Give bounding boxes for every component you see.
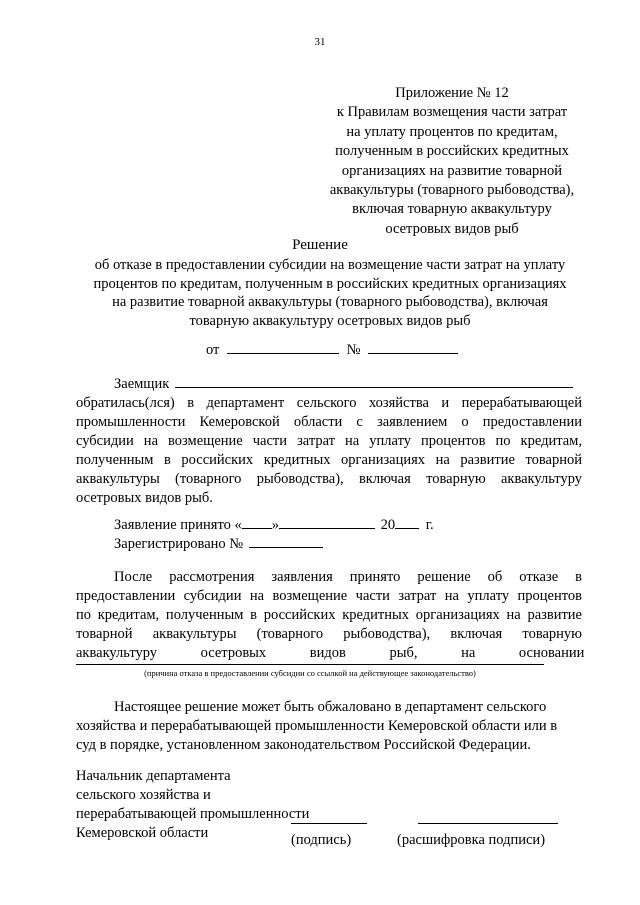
appendix-header [300,84,604,239]
position-line: перерабатывающей промышленности [76,806,310,822]
para2-line: После рассмотрения заявления принято решение об отказе в [114,569,582,585]
signature-label: (подпись) [291,832,352,848]
appendix-line: к Правилам возмещения части затрат [336,104,568,121]
subtitle-line: товарную аквакультуру осетровых видов рыб [189,312,471,329]
date-label: от [206,342,220,358]
borrower-label: Заемщик [114,376,170,392]
accepted-day-field[interactable] [242,516,272,529]
accepted-mid: » [271,517,279,533]
accepted-month-field[interactable] [279,516,375,529]
reason-field-line[interactable] [76,664,544,665]
decision-subtitle [70,256,590,330]
page-number: 31 [314,36,326,48]
signature-decode-field[interactable] [418,823,558,824]
appeal-line: хозяйства и перерабатывающей промышленности Кемеровской области или в [76,718,558,734]
reason-footnote: (причина отказа в предоставлении субсидии со ссылкой на действующее законодательство) [144,668,476,678]
appendix-line: аквакультуры (товарного рыбоводства), [329,182,575,199]
para2-line: по кредитам, полученным в российских кредитных организациях на развитие [76,607,582,623]
accepted-year-field[interactable] [395,516,419,529]
appendix-line: включая товарную аквакультуру [352,201,552,218]
accepted-prefix: Заявление принято « [114,517,242,533]
borrower-field[interactable] [175,375,573,388]
position-line: сельского хозяйства и [76,787,211,803]
position-line: Начальник департамента [76,768,231,784]
appeal-line: Настоящее решение может быть обжаловано в департамент сельского [114,699,547,715]
signature-field[interactable] [291,823,367,824]
subtitle-line: об отказе в предоставлении субсидии на возмещение части затрат на уплату [94,257,566,273]
para1-line: аквакультуры (товарного рыбоводства), включая товарную аквакультуру [76,471,582,487]
para1-line: полученным в российских кредитных организациях на развитие товарной [76,452,582,468]
borrower-line [114,375,573,394]
signature-decode-label: (расшифровка подписи) [397,832,546,848]
appeal-line: суд в порядке, установленном законодательством Российской Федерации. [76,737,531,753]
decision-date-line [206,341,458,360]
appendix-line: на уплату процентов по кредитам, [346,123,558,140]
para2-line: предоставлении субсидии на возмещение части затрат на уплату процентов [76,588,582,604]
registered-line [114,535,323,554]
accepted-year-prefix: 20 [380,517,396,533]
appendix-line: полученным в российских кредитных [335,143,569,160]
date-field[interactable] [227,341,339,354]
para1-line: обратилась(лся) в департамент сельского хозяйства и перерабатывающей [76,395,582,411]
position-line: Кемеровской области [76,825,209,841]
registered-label: Зарегистрировано № [114,536,244,552]
number-field[interactable] [368,341,458,354]
para1-line: промышленности Кемеровской области с заявлением о предоставлении [76,414,582,430]
para1-line: субсидии на возмещение части затрат на уплату процентов по кредитам, [76,433,582,449]
subtitle-line: процентов по кредитам, полученным в российских кредитных организациях [93,275,567,292]
appendix-line: осетровых видов рыб [385,220,519,237]
accepted-line [114,516,434,535]
para2-line: товарной аквакультуры (товарного рыбоводства), включая товарную [76,626,582,642]
subtitle-line: на развитие товарной аквакультуры (товарного рыбоводства), включая [112,294,548,311]
para2-line: аквакультуру осетровых видов рыб, на основании [76,645,585,661]
registered-field[interactable] [249,535,323,548]
decision-title: Решение [292,237,348,253]
number-label: № [346,342,361,358]
accepted-suffix: г. [425,517,434,533]
appendix-line: организациях на развитие товарной [341,162,563,179]
appendix-line: Приложение № 12 [395,85,509,101]
para1-last-line: осетровых видов рыб. [76,490,213,506]
